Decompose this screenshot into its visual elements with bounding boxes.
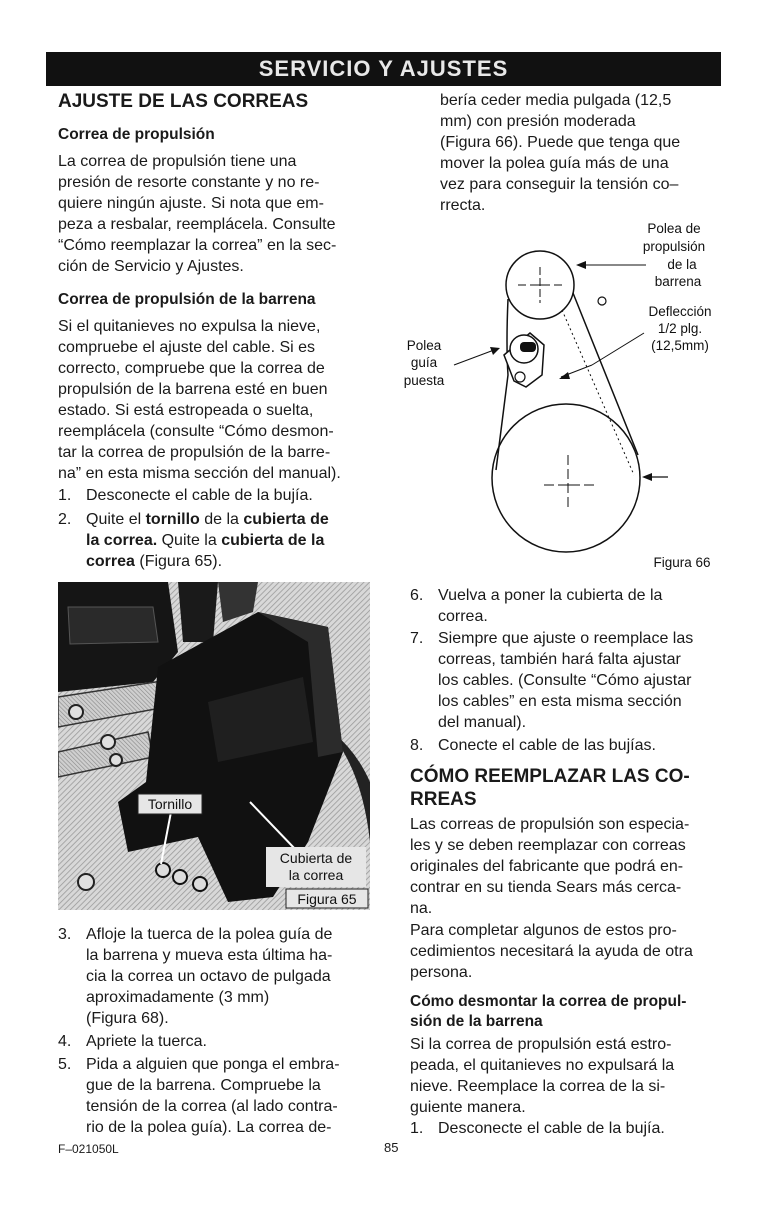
step-text: Apriete la tuerca. xyxy=(86,1033,207,1050)
text-line: Si el quitanieves no expulsa la nieve, xyxy=(58,318,321,335)
step-text xyxy=(438,628,738,733)
text-line: tar la correa de propulsión de la barre- xyxy=(58,444,331,461)
text-line: peada, el quitanieves no expulsará la xyxy=(410,1057,675,1074)
text-line: les y se deben reemplazar con correas xyxy=(410,837,686,854)
idler-bolt xyxy=(515,372,525,382)
text-line: los cables” en esta misma sección xyxy=(438,693,682,710)
text-run: de la xyxy=(199,511,244,528)
text-line: cia la correa un octavo de pulgada xyxy=(86,968,331,985)
bolt-icon xyxy=(173,870,187,884)
text-run-bold: cubierta de xyxy=(243,511,329,528)
text-line: (Figura 66). Puede que tenga que xyxy=(440,134,681,151)
text-line: cedimientos necesitará la ayuda de otra xyxy=(410,943,693,960)
text-line: tensión de la correa (al lado contra- xyxy=(86,1098,338,1115)
step-remove-1 xyxy=(410,1118,740,1140)
paragraph-remove-auger-belt xyxy=(410,1034,674,1118)
text-run-bold: la correa. xyxy=(86,532,158,549)
label-cubierta-line1: Cubierta de xyxy=(279,850,353,866)
step-text: Desconecte el cable de la bujía. xyxy=(86,487,313,504)
text-line: Cómo desmontar la correa de propul- xyxy=(410,993,687,1010)
text-run-bold: cubierta de la xyxy=(221,532,325,549)
section-banner: SERVICIO Y AJUSTES xyxy=(46,52,721,86)
step-text: Conecte el cable de las bujías. xyxy=(438,737,656,754)
text-run: Quite el xyxy=(86,511,146,528)
shaft-column xyxy=(178,582,218,642)
text-line: guiente manera. xyxy=(410,1099,526,1116)
label-idler-line2: guía xyxy=(410,355,438,370)
idler-hub xyxy=(520,342,536,352)
text-line: reemplácela (consulte “Cómo desmon- xyxy=(58,423,334,440)
step-3 xyxy=(58,924,378,1034)
bolt-icon xyxy=(156,863,170,877)
text-line: CÓMO REEMPLAZAR LAS CO- xyxy=(410,766,690,787)
text-line: bería ceder media pulgada (12,5 xyxy=(440,92,672,109)
text-line: rrecta. xyxy=(440,197,486,214)
label-deflection-line1: Deflección xyxy=(648,304,712,319)
step-text xyxy=(438,585,738,627)
step-number: 7. xyxy=(410,630,424,647)
bolt-icon xyxy=(69,705,83,719)
figure-66-pulley-diagram xyxy=(396,215,736,575)
subheading-propulsion: Correa de propulsión xyxy=(58,126,215,143)
step-number: 6. xyxy=(410,587,424,604)
text-line: nieve. Reemplace la correa de la si- xyxy=(410,1078,666,1095)
text-line: Vuelva a poner la cubierta de la xyxy=(438,587,663,604)
bolt-icon xyxy=(193,877,207,891)
label-deflection-line3: (12,5mm) xyxy=(651,338,709,353)
label-cubierta-line2: la correa xyxy=(288,867,344,883)
text-line: na” en esta misma sección del manual). xyxy=(58,465,341,482)
text-line: Afloje la tuerca de la polea guía de xyxy=(86,926,333,943)
arrow-head-icon xyxy=(490,347,500,355)
text-line: la barrena y mueva esta última ha- xyxy=(86,947,333,964)
arrow-head-icon xyxy=(642,473,652,481)
text-line: Pida a alguien que ponga el embra- xyxy=(86,1056,340,1073)
step-7 xyxy=(410,628,740,738)
small-marker-circle xyxy=(598,297,606,305)
arrow-line-deflection-1 xyxy=(592,333,644,365)
text-line: vez para conseguir la tensión co– xyxy=(440,176,679,193)
text-line: sión de la barrena xyxy=(410,1013,543,1030)
step-text xyxy=(86,1054,378,1138)
text-line: mm) con presión moderada xyxy=(440,113,636,130)
step-1 xyxy=(58,485,378,507)
figure-65-belt-cover-photo xyxy=(58,582,370,910)
label-drive-pulley-line3: de la xyxy=(667,257,697,272)
text-line: rio de la polea guía). La correa de- xyxy=(86,1119,332,1136)
paragraph-continued xyxy=(440,90,680,216)
figure-65-caption: Figura 65 xyxy=(297,891,357,907)
step-number: 3. xyxy=(58,926,72,943)
label-drive-pulley-line4: barrena xyxy=(654,274,702,289)
text-line: correa. xyxy=(438,608,488,625)
subheading-auger-belt: Correa de propulsión de la barrena xyxy=(58,291,316,308)
label-deflection-line2: 1/2 plg. xyxy=(657,321,703,336)
text-line: mover la polea guía más de una xyxy=(440,155,669,172)
page-number: 85 xyxy=(384,1140,399,1155)
text-line: Si la correa de propulsión está estro- xyxy=(410,1036,672,1053)
step-number: 5. xyxy=(58,1056,72,1073)
text-line: ción de Servicio y Ajustes. xyxy=(58,258,244,275)
step-number: 8. xyxy=(410,737,424,754)
arrow-line-idler xyxy=(454,350,494,365)
label-drive-pulley-line1: Polea de xyxy=(647,221,701,236)
text-line: Para completar algunos de estos pro- xyxy=(410,922,677,939)
subheading-remove-auger-belt xyxy=(410,992,686,1032)
bolt-icon xyxy=(101,735,115,749)
label-idler-line3: puesta xyxy=(403,373,445,388)
figure-66-caption: Figura 66 xyxy=(653,555,711,570)
step-number: 4. xyxy=(58,1033,72,1050)
text-line: compruebe el ajuste del cable. Si es xyxy=(58,339,316,356)
bolt-icon xyxy=(78,874,94,890)
step-5 xyxy=(58,1054,378,1142)
text-line: gue de la barrena. Compruebe la xyxy=(86,1077,321,1094)
text-run: (Figura 65). xyxy=(134,553,223,570)
text-run-bold: tornillo xyxy=(145,511,200,528)
text-line: peza a resbalar, reemplácela. Consulte xyxy=(58,216,336,233)
text-line: del manual). xyxy=(438,714,527,731)
auger-pulley xyxy=(492,404,640,552)
section-title: AJUSTE DE LAS CORREAS xyxy=(58,91,309,112)
paragraph-replace-belts xyxy=(410,814,689,919)
paragraph-propulsion xyxy=(58,151,336,277)
bolt-icon xyxy=(110,754,122,766)
paragraph-auger-belt xyxy=(58,316,341,484)
text-run: Quite la xyxy=(157,532,222,549)
text-line: “Cómo reemplazar la correa” en la sec- xyxy=(58,237,337,254)
text-line: Siempre que ajuste o reemplace las xyxy=(438,630,694,647)
step-number: 2. xyxy=(58,511,72,528)
text-line: presión de resorte constante y no re- xyxy=(58,174,320,191)
text-line: RREAS xyxy=(410,789,477,810)
arrow-head-icon xyxy=(559,372,570,379)
text-line: aproximadamente (3 mm) xyxy=(86,989,270,1006)
text-line: (Figura 68). xyxy=(86,1010,169,1027)
text-line: estado. Si está estropeada o suelta, xyxy=(58,402,314,419)
label-tornillo: Tornillo xyxy=(147,796,193,812)
section-title-replace-belts xyxy=(410,765,690,811)
text-line: correcto, compruebe que la correa de xyxy=(58,360,325,377)
arrow-head-icon xyxy=(576,261,586,269)
text-line: quiere ningún ajuste. Si nota que em- xyxy=(58,195,324,212)
text-line: persona. xyxy=(410,964,473,981)
step-4 xyxy=(58,1031,378,1053)
paragraph-helper xyxy=(410,920,693,983)
text-line: na. xyxy=(410,900,433,917)
step-6 xyxy=(410,585,740,629)
text-line: los cables. (Consulte “Cómo ajustar xyxy=(438,672,692,689)
step-text xyxy=(86,509,378,572)
step-text xyxy=(86,924,378,1029)
step-number: 1. xyxy=(58,487,72,504)
step-number: 1. xyxy=(410,1120,424,1137)
document-code: F–021050L xyxy=(58,1142,119,1156)
step-text: Desconecte el cable de la bujía. xyxy=(438,1120,665,1137)
text-line: correas, también hará falta ajustar xyxy=(438,651,681,668)
text-line: Las correas de propulsión son especia- xyxy=(410,816,690,833)
text-line: contrar en su tienda Sears más cerca- xyxy=(410,879,682,896)
engine-panel xyxy=(68,607,158,644)
text-line: propulsión de la barrena esté en buen xyxy=(58,381,328,398)
step-2 xyxy=(58,509,378,575)
label-idler-line1: Polea xyxy=(406,338,442,353)
text-run-bold: correa xyxy=(86,553,135,570)
text-line: originales del fabricante que podrá en- xyxy=(410,858,684,875)
label-drive-pulley-line2: propulsión xyxy=(642,239,706,254)
text-line: La correa de propulsión tiene una xyxy=(58,153,297,170)
step-8 xyxy=(410,735,740,757)
